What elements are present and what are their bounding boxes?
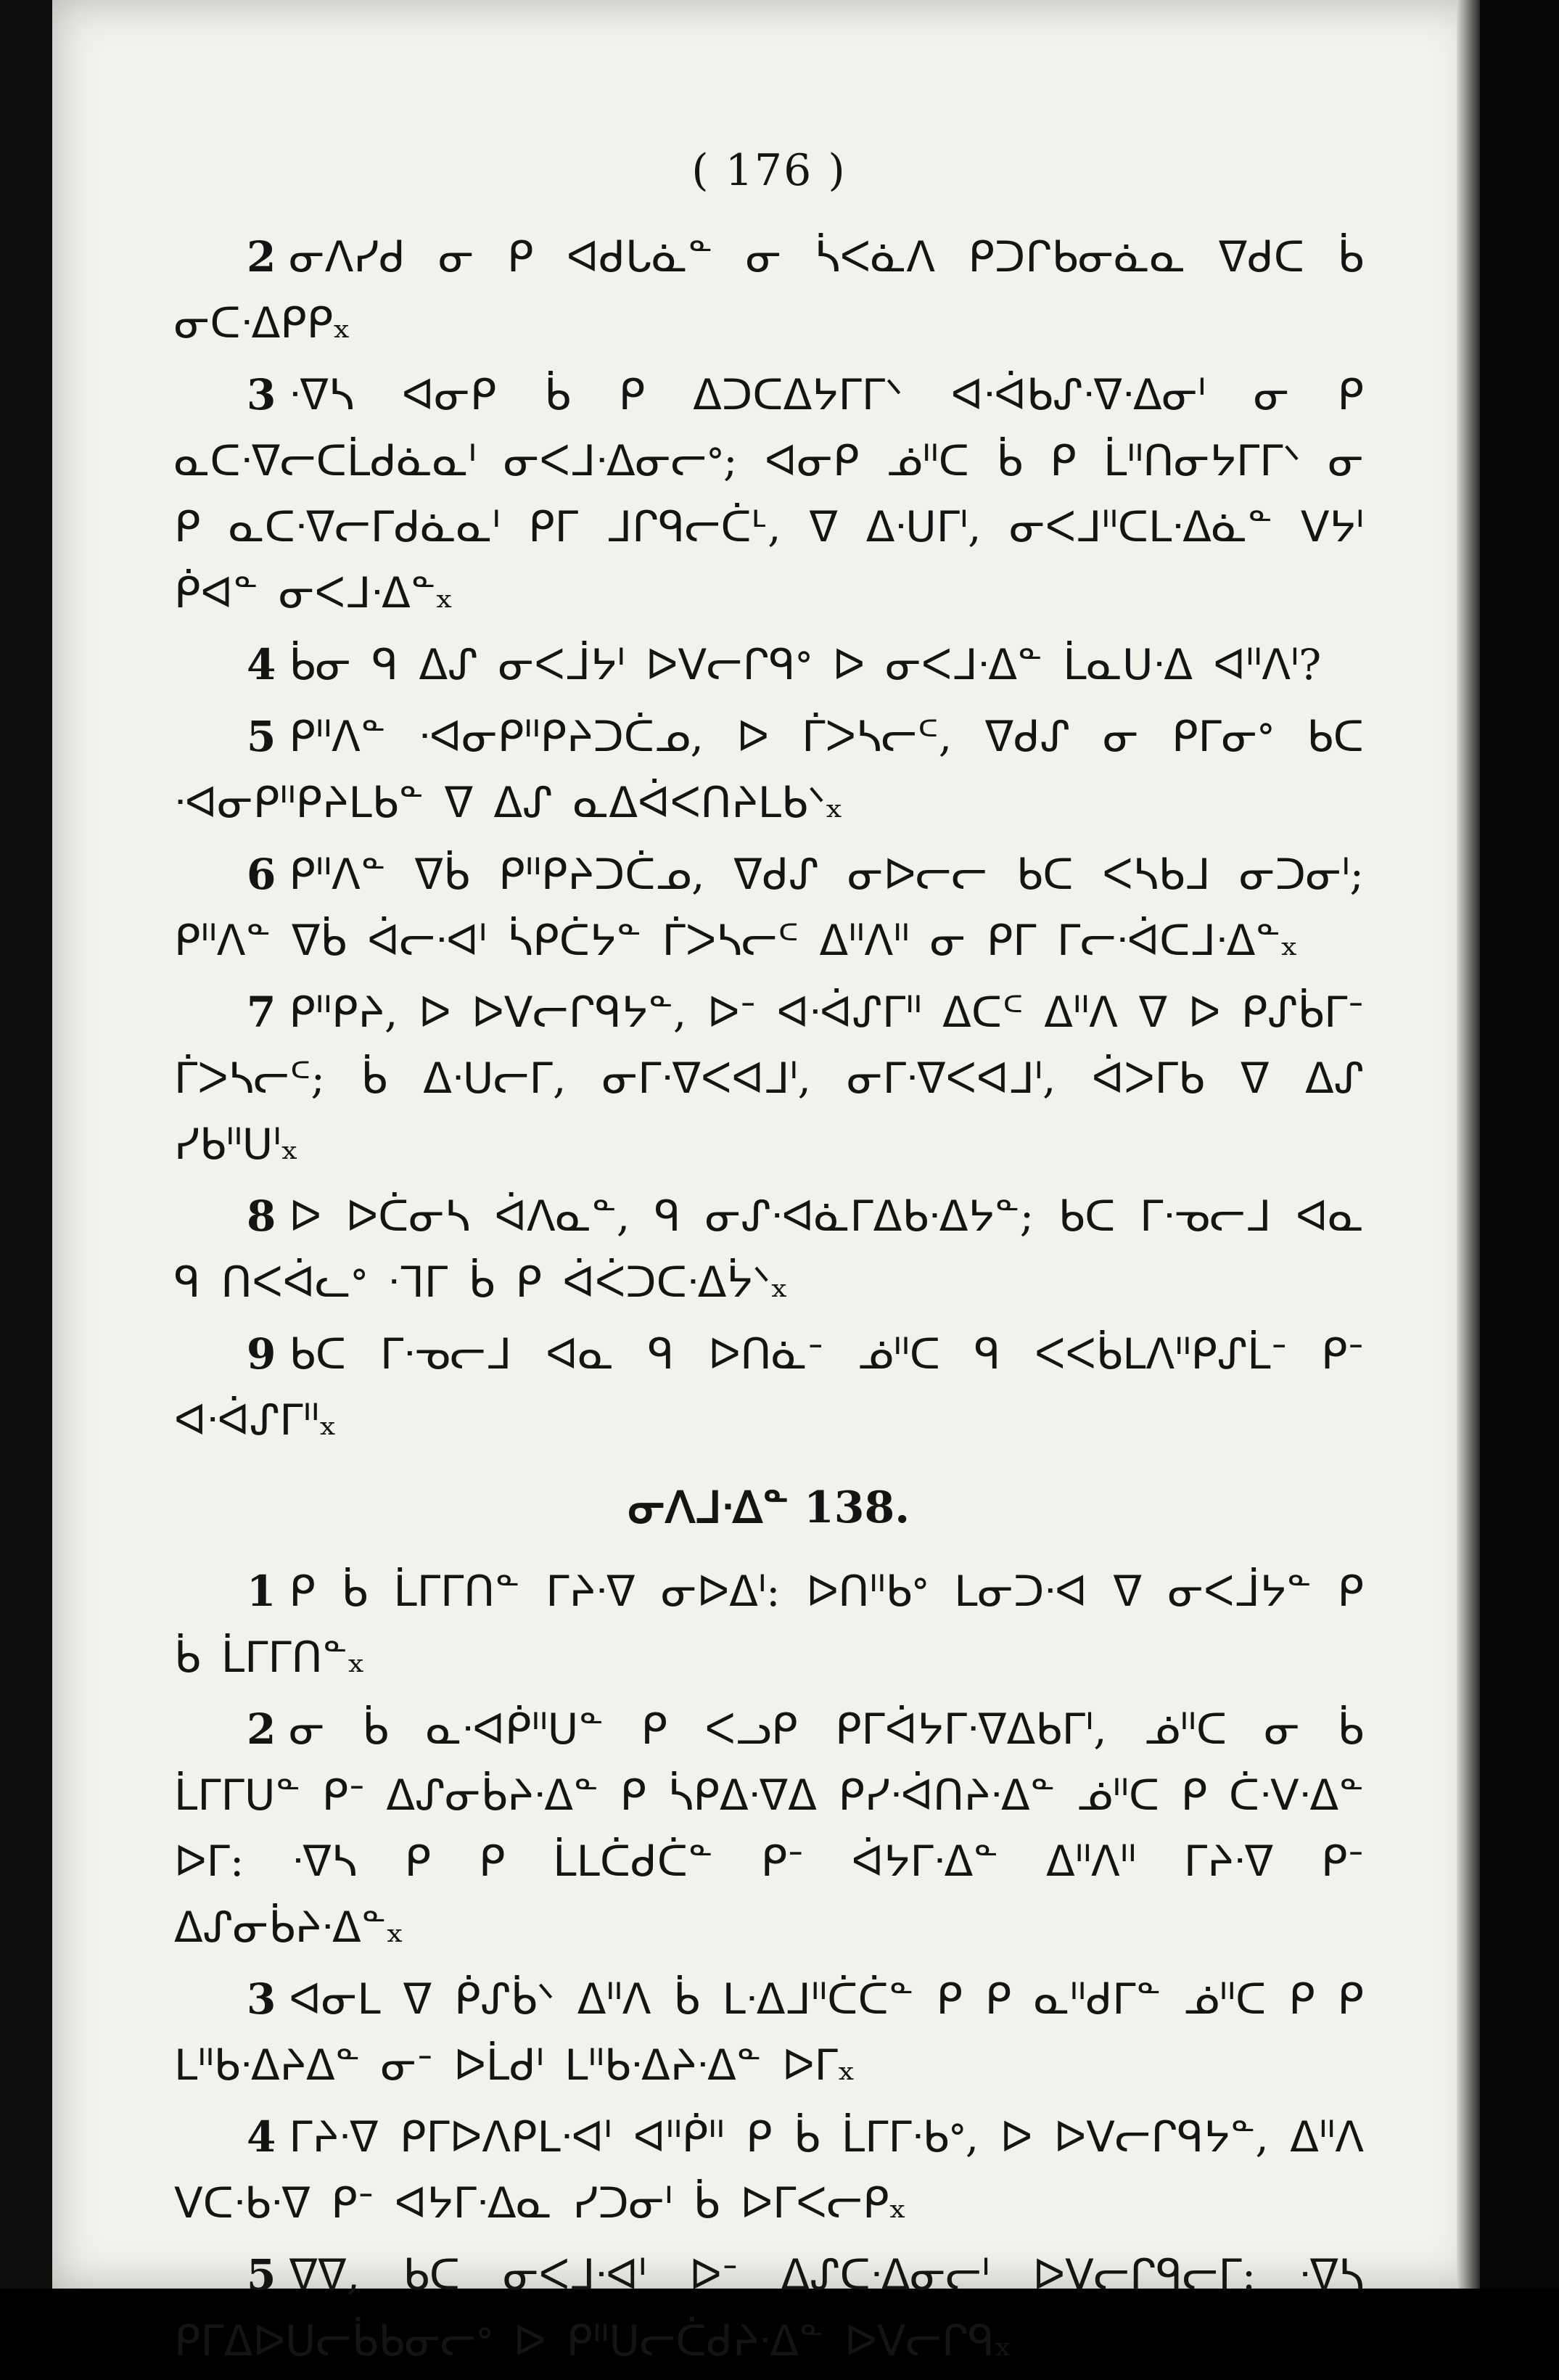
verse-number: 5 — [247, 2250, 276, 2299]
verse-text: ᓂᐱᓯᑯ ᓂ ᑭ ᐊᑯᒐᓈᓐ ᓂ ᓵᐸᓈᐱ ᑭᑐᒋᑲᓂᓈᓇ ᐁᑯᑕ ᑳ ᓂᑕᐧᐃᑭᑭₓ — [174, 232, 1364, 348]
verse — [174, 632, 1364, 698]
page-content — [174, 138, 1364, 2380]
verse-number: 1 — [247, 1567, 276, 1616]
verse-text: ᑭᐦᐱᓐ ᐧᐊᓂᑭᐦᑭᔨᑐᑖᓄ, ᐅ ᒦᐳᓴᓕᒼ, ᐁᑯᔑ ᓂ ᑭᒥᓂᐤ ᑲᑕ ᐧᐊᓂᑭᐦᑭᔨᒪᑲᓐ ᐁ ᐃᔑ ᓇᐃᐋᐸᑎᔨᒪᑲᐠₓ — [174, 712, 1364, 827]
verse-text: ᐁᐁ, ᑲᑕ ᓂᐸᒧᐧᐊᑊ ᐅᐨ ᐃᔑᑕᐧᐃᓂᓕᑊ ᐅᐯᓕᒋᑫᓕᒥ: ᐧᐁᓴ ᑭᒥᐃᐅᑌᓕᑳᑲᓂᓕᐤ ᐅ ᑭᐦᑌᓕᑖᑯᔨᐧᐃᓐ ᐅᐯᓕᒋᑫₓ — [174, 2250, 1364, 2365]
book-spine — [1480, 0, 1559, 2289]
verse-list-before — [174, 224, 1364, 1453]
verse — [174, 2104, 1364, 2236]
verse-text: ᐊᓂᒪ ᐁ ᑮᔑᑳᐠ ᐃᐦᐱ ᑳ ᒪᐧᐃᒧᐦᑖᑖᓐ ᑭ ᑭ ᓇᐦᑯᒥᓐ ᓅᐦᑕ ᑭ ᑭ ᒪᐦᑲᐧᐃᔨᐃᓐ ᓂᐨ ᐅᒫᑯᑊ ᒪᐦᑲᐧᐃᔨᐧᐃᓐ ᐅᒥₓ — [174, 1974, 1364, 2090]
verse-text: ᑭ ᑳ ᒫᒥᒥᑎᓐ ᒥᔨᐧᐁ ᓂᐅᐃᑊ: ᐅᑎᐦᑲᐤ ᒪᓂᑐᐧᐊ ᐁ ᓂᐸᒨᔭᓐ ᑭ ᑳ ᒫᒥᒥᑎᓐₓ — [174, 1567, 1364, 1682]
verse-text: ᑲᑕ ᒥᐧᓀᓕᒧ ᐊᓇ ᑫ ᐅᑎᓈᐨ ᓅᐦᑕ ᑫ ᐸᐸᑳᒪᐱᐦᑭᔑᒫᐨ ᑭᐨ ᐊᐧᐋᔑᒥᐦₓ — [174, 1329, 1364, 1445]
verse-number: 5 — [247, 712, 276, 761]
verse-text: ᐧᐁᓴ ᐊᓂᑭ ᑳ ᑭ ᐃᑐᑕᐃᔭᒥᒥᐠ ᐊᐧᐋᑲᔑᐧᐁᐧᐃᓂᑊ ᓂ ᑭ ᓇᑕᐧᐁᓕᑕᒫᑯᓈᓇᑊ ᓂᐸᒧᐧᐃᓂᓕᐤ; ᐊᓂᑭ ᓅᐦᑕ ᑳ ᑭ ᒫᐦᑎᓂᔭᒥᒥᐠ ᓂ ᑭ ᓇᑕᐧᐁᓕᒥᑯᓈᓇᑊ ᑭᒥ ᒧᒋᑫᓕᑖᒻ, ᐁ ᐃᐧᑌᒥᑊ, ᓂᐸᒧᐦᑕᒪᐧᐃᓈᓐ ᐯᔭᑊ ᑮᐊᓐ ᓂᐸᒧᐧᐃᓐₓ — [174, 370, 1364, 617]
verse — [174, 1966, 1364, 2098]
verse-text: ᐅ ᐅᑖᓂᓴ ᐋᐱᓇᓐ, ᑫ ᓂᔑᐧᐊᓈᒥᐃᑲᐧᐃᔭᓐ; ᑲᑕ ᒥᐧᓀᓕᒧ ᐊᓇ ᑫ ᑎᐸᐋᓚᐤ ᐧᒣᒥ ᑳ ᑭ ᐋᐹᑐᑕᐧᐃᔮᐠₓ — [174, 1191, 1364, 1307]
verse — [174, 704, 1364, 836]
verse-number: 9 — [247, 1329, 276, 1379]
verse — [174, 1183, 1364, 1316]
scan-border-left — [0, 0, 52, 2289]
verse-text: ᑳᓂ ᑫ ᐃᔑ ᓂᐸᒨᔭᑊ ᐅᐯᓕᒋᑫᐤ ᐅ ᓂᐸᒧᐧᐃᓐ ᒫᓇᑌᐧᐃ ᐊᐦᐱᑊ? — [289, 640, 1322, 689]
verse-number: 3 — [247, 370, 276, 419]
page-gutter — [1457, 0, 1480, 2289]
verse-number: 7 — [247, 988, 276, 1037]
verse-text: ᑭᐦᐱᓐ ᐁᑳ ᑭᐦᑭᔨᑐᑖᓄ, ᐁᑯᔑ ᓂᐅᓕᓕ ᑲᑕ ᐸᓴᑲᒧ ᓂᑐᓂᑊ; ᑭᐦᐱᓐ ᐁᑳ ᐋᓕᐧᐊᑊ ᓵᑭᑖᔭᓐ ᒦᐳᓴᓕᒼ ᐃᐦᐱᐦ ᓂ ᑭᒥ ᒥᓕᐧᐋᑕᒧᐧᐃᓐₓ — [174, 850, 1364, 965]
verse — [174, 2242, 1364, 2374]
verse-number: 4 — [247, 2112, 276, 2162]
verse — [174, 1321, 1364, 1453]
verse — [174, 224, 1364, 356]
verse-number: 4 — [247, 640, 276, 689]
verse — [174, 362, 1364, 626]
verse-number: 2 — [247, 232, 276, 282]
verse-number: 6 — [247, 850, 276, 899]
verse-text: ᒥᔨᐧᐁ ᑭᒥᐅᐱᑭᒪᐧᐊᑊ ᐊᐦᑮᐦ ᑭ ᑳ ᒫᒥᒥᐧᑲᐤ, ᐅ ᐅᐯᓕᒋᑫᔭᓐ, ᐃᐦᐱ ᐯᑕᐧᑲᐧᐁ ᑭᐨ ᐊᔭᒥᐧᐃᓇ ᓯᑐᓂᑊ ᑳ ᐅᒥᐸᓕᑭₓ — [174, 2112, 1364, 2228]
verse-text: ᑭᐦᑭᔨ, ᐅ ᐅᐯᓕᒋᑫᔭᓐ, ᐅᐨ ᐊᐧᐋᔑᒥᐦ ᐃᑕᒼ ᐃᐦᐱ ᐁ ᐅ ᑭᔑᑳᒥᐨ ᒦᐳᓴᓕᒼ; ᑳ ᐃᐧᑌᓕᒥ, ᓂᒥᐧᐁᐸᐊᒧᑊ, ᓂᒥᐧᐁᐸᐊᒧᑊ, ᐋᐳᒥᑲ ᐁ ᐃᔑ ᓯᑲᐦᑌᑊₓ — [174, 988, 1364, 1169]
verse-list-after — [174, 1559, 1364, 2374]
verse — [174, 842, 1364, 974]
page-number: ( 176 ) — [691, 145, 847, 196]
section-heading: ᓂᐱᒧᐧᐃᓐ 138. — [628, 1482, 910, 1533]
verse — [174, 1696, 1364, 1961]
verse — [174, 1559, 1364, 1691]
verse-text: ᓂ ᑳ ᓇᐧᐊᑮᐦᑌᓐ ᑭ ᐸᓗᑭ ᑭᒥᐋᔭᒥᐧᐁᐃᑲᒥᑊ, ᓅᐦᑕ ᓂ ᑳ ᒫᒥᒥᑌᓐ ᑭᐨ ᐃᔑᓂᑳᔨᐧᐃᓐ ᑭ ᓵᑭᐃᐧᐁᐃ ᑭᓯᐧᐋᑎᔨᐧᐃᓐ ᓅᐦᑕ ᑭ ᑖᐧᐯᐧᐃᓐ ᐅᒥ: ᐧᐁᓴ ᑭ ᑭ ᒫᒪᑖᑯᑖᓐ ᑭᐨ ᐋᔭᒥᐧᐃᓐ ᐃᐦᐱᐦ ᒥᔨᐧᐁ ᑭᐨ ᐃᔑᓂᑳᔨᐧᐃᓐₓ — [174, 1704, 1364, 1952]
verse-number: 8 — [247, 1191, 276, 1241]
verse-number: 2 — [247, 1704, 276, 1754]
verse — [174, 980, 1364, 1178]
verse-number: 3 — [247, 1974, 276, 2024]
